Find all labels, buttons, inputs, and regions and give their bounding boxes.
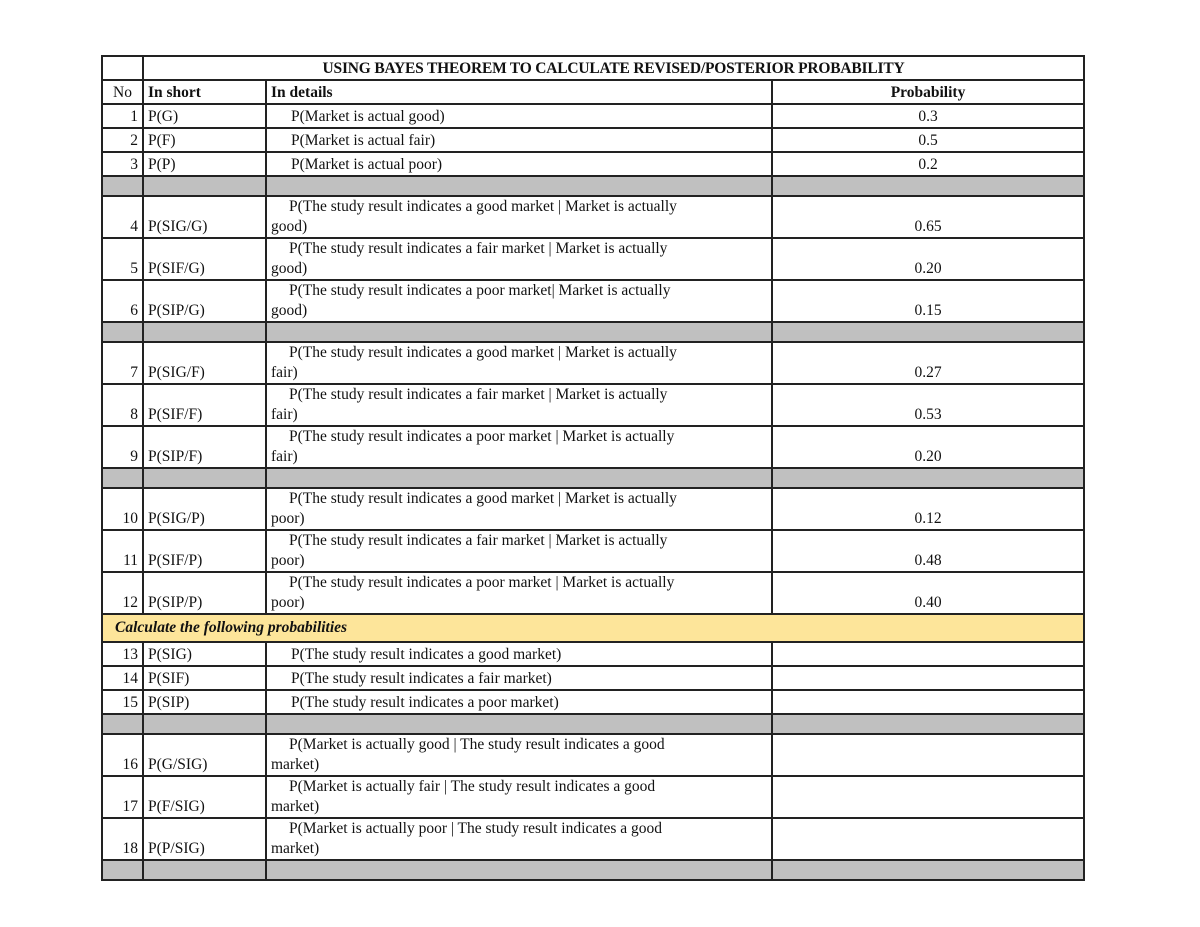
row-no: 9 — [102, 426, 143, 468]
section-header-row — [102, 614, 1084, 642]
table-row — [102, 196, 1084, 238]
row-no: 11 — [102, 530, 143, 572]
row-short: P(F) — [143, 128, 266, 152]
row-no: 14 — [102, 666, 143, 690]
row-detail: P(Market is actual good) — [266, 104, 772, 128]
table-row — [102, 104, 1084, 128]
row-short: P(SIG/P) — [143, 488, 266, 530]
row-detail — [266, 342, 772, 384]
detail-line-1: P(Market is actually good | The study result indicates a good — [289, 736, 665, 753]
row-no: 5 — [102, 238, 143, 280]
row-probability[interactable] — [772, 776, 1084, 818]
row-short: P(G) — [143, 104, 266, 128]
detail-line-2: poor) — [271, 552, 305, 569]
table-row — [102, 734, 1084, 776]
detail-line-1: P(Market is actually poor | The study result indicates a good — [289, 820, 663, 837]
row-probability[interactable]: 0.12 — [772, 488, 1084, 530]
row-no: 18 — [102, 818, 143, 860]
row-probability[interactable] — [772, 690, 1084, 714]
row-detail — [266, 572, 772, 614]
table-row — [102, 280, 1084, 322]
row-short: P(P) — [143, 152, 266, 176]
row-detail — [266, 530, 772, 572]
detail-line-1: P(The study result indicates a good market | Market is actually — [289, 198, 677, 215]
table-row — [102, 238, 1084, 280]
detail-line-2: market) — [271, 840, 320, 857]
row-no: 1 — [102, 104, 143, 128]
row-short: P(SIG) — [143, 642, 266, 666]
section-label: Calculate the following probabilities — [102, 614, 1084, 642]
row-detail — [266, 238, 772, 280]
header-short: In short — [143, 80, 266, 104]
table-row — [102, 488, 1084, 530]
detail-line-1: P(The study result indicates a poor market | Market is actually — [289, 574, 675, 591]
row-short: P(SIP/G) — [143, 280, 266, 322]
row-short: P(SIF/P) — [143, 530, 266, 572]
row-no: 15 — [102, 690, 143, 714]
detail-line-1: P(The study result indicates a poor market| Market is actually — [289, 282, 671, 299]
row-probability[interactable]: 0.20 — [772, 238, 1084, 280]
bayes-table — [101, 55, 1085, 881]
row-short: P(G/SIG) — [143, 734, 266, 776]
title-row — [102, 56, 1084, 80]
row-detail — [266, 818, 772, 860]
separator-row — [102, 322, 1084, 342]
header-row — [102, 80, 1084, 104]
detail-line-2: fair) — [271, 364, 298, 381]
detail-line-2: market) — [271, 798, 320, 815]
detail-line-1: P(The study result indicates a fair market | Market is actually — [289, 386, 668, 403]
row-detail — [266, 426, 772, 468]
detail-line-2: good) — [271, 302, 308, 319]
row-short: P(SIF/F) — [143, 384, 266, 426]
header-detail: In details — [266, 80, 772, 104]
table-row — [102, 642, 1084, 666]
table-row — [102, 690, 1084, 714]
row-detail — [266, 384, 772, 426]
row-probability[interactable] — [772, 642, 1084, 666]
row-no: 3 — [102, 152, 143, 176]
row-probability[interactable]: 0.2 — [772, 152, 1084, 176]
table-row — [102, 384, 1084, 426]
table-row — [102, 572, 1084, 614]
row-short: P(SIG/G) — [143, 196, 266, 238]
row-probability[interactable]: 0.48 — [772, 530, 1084, 572]
row-probability[interactable]: 0.20 — [772, 426, 1084, 468]
table-title: USING BAYES THEOREM TO CALCULATE REVISED/POSTERIOR PROBABILITY — [143, 56, 1084, 80]
row-detail: P(The study result indicates a poor market) — [266, 690, 772, 714]
row-detail — [266, 488, 772, 530]
row-short: P(SIP) — [143, 690, 266, 714]
row-detail: P(Market is actual poor) — [266, 152, 772, 176]
row-short: P(F/SIG) — [143, 776, 266, 818]
detail-line-1: P(Market is actually fair | The study result indicates a good — [289, 778, 656, 795]
row-no: 4 — [102, 196, 143, 238]
row-probability[interactable] — [772, 818, 1084, 860]
row-no: 13 — [102, 642, 143, 666]
table-row — [102, 530, 1084, 572]
row-detail — [266, 280, 772, 322]
row-detail: P(Market is actual fair) — [266, 128, 772, 152]
row-short: P(SIG/F) — [143, 342, 266, 384]
row-no: 6 — [102, 280, 143, 322]
detail-line-1: P(The study result indicates a fair market | Market is actually — [289, 240, 668, 257]
row-probability[interactable]: 0.15 — [772, 280, 1084, 322]
table-row — [102, 426, 1084, 468]
row-detail — [266, 776, 772, 818]
detail-line-2: fair) — [271, 448, 298, 465]
separator-row — [102, 468, 1084, 488]
row-short: P(SIF) — [143, 666, 266, 690]
row-no: 16 — [102, 734, 143, 776]
row-no: 8 — [102, 384, 143, 426]
row-probability[interactable]: 0.40 — [772, 572, 1084, 614]
table-row — [102, 128, 1084, 152]
row-probability[interactable] — [772, 666, 1084, 690]
row-no: 17 — [102, 776, 143, 818]
row-no: 7 — [102, 342, 143, 384]
row-short: P(SIP/P) — [143, 572, 266, 614]
detail-line-2: good) — [271, 218, 308, 235]
table-row — [102, 342, 1084, 384]
table-row — [102, 818, 1084, 860]
row-detail — [266, 196, 772, 238]
row-probability[interactable]: 0.3 — [772, 104, 1084, 128]
row-short: P(P/SIG) — [143, 818, 266, 860]
row-probability[interactable]: 0.65 — [772, 196, 1084, 238]
table-row — [102, 666, 1084, 690]
separator-row — [102, 714, 1084, 734]
row-probability[interactable]: 0.5 — [772, 128, 1084, 152]
table-row — [102, 776, 1084, 818]
row-no: 10 — [102, 488, 143, 530]
detail-line-2: good) — [271, 260, 308, 277]
row-no: 2 — [102, 128, 143, 152]
detail-line-1: P(The study result indicates a fair market | Market is actually — [289, 532, 668, 549]
detail-line-2: poor) — [271, 510, 305, 527]
row-detail: P(The study result indicates a good market) — [266, 642, 772, 666]
row-detail: P(The study result indicates a fair market) — [266, 666, 772, 690]
table-row — [102, 152, 1084, 176]
header-no: No — [102, 80, 143, 104]
detail-line-1: P(The study result indicates a good market | Market is actually — [289, 344, 677, 361]
detail-line-1: P(The study result indicates a good market | Market is actually — [289, 490, 677, 507]
title-blank-cell[interactable] — [102, 56, 143, 80]
detail-line-2: fair) — [271, 406, 298, 423]
detail-line-2: market) — [271, 756, 320, 773]
row-probability[interactable]: 0.27 — [772, 342, 1084, 384]
row-probability[interactable] — [772, 734, 1084, 776]
row-probability[interactable]: 0.53 — [772, 384, 1084, 426]
separator-row — [102, 860, 1084, 880]
separator-row — [102, 176, 1084, 196]
detail-line-1: P(The study result indicates a poor market | Market is actually — [289, 428, 675, 445]
row-short: P(SIP/F) — [143, 426, 266, 468]
detail-line-2: poor) — [271, 594, 305, 611]
header-probability: Probability — [772, 80, 1084, 104]
row-no: 12 — [102, 572, 143, 614]
row-detail — [266, 734, 772, 776]
row-short: P(SIF/G) — [143, 238, 266, 280]
